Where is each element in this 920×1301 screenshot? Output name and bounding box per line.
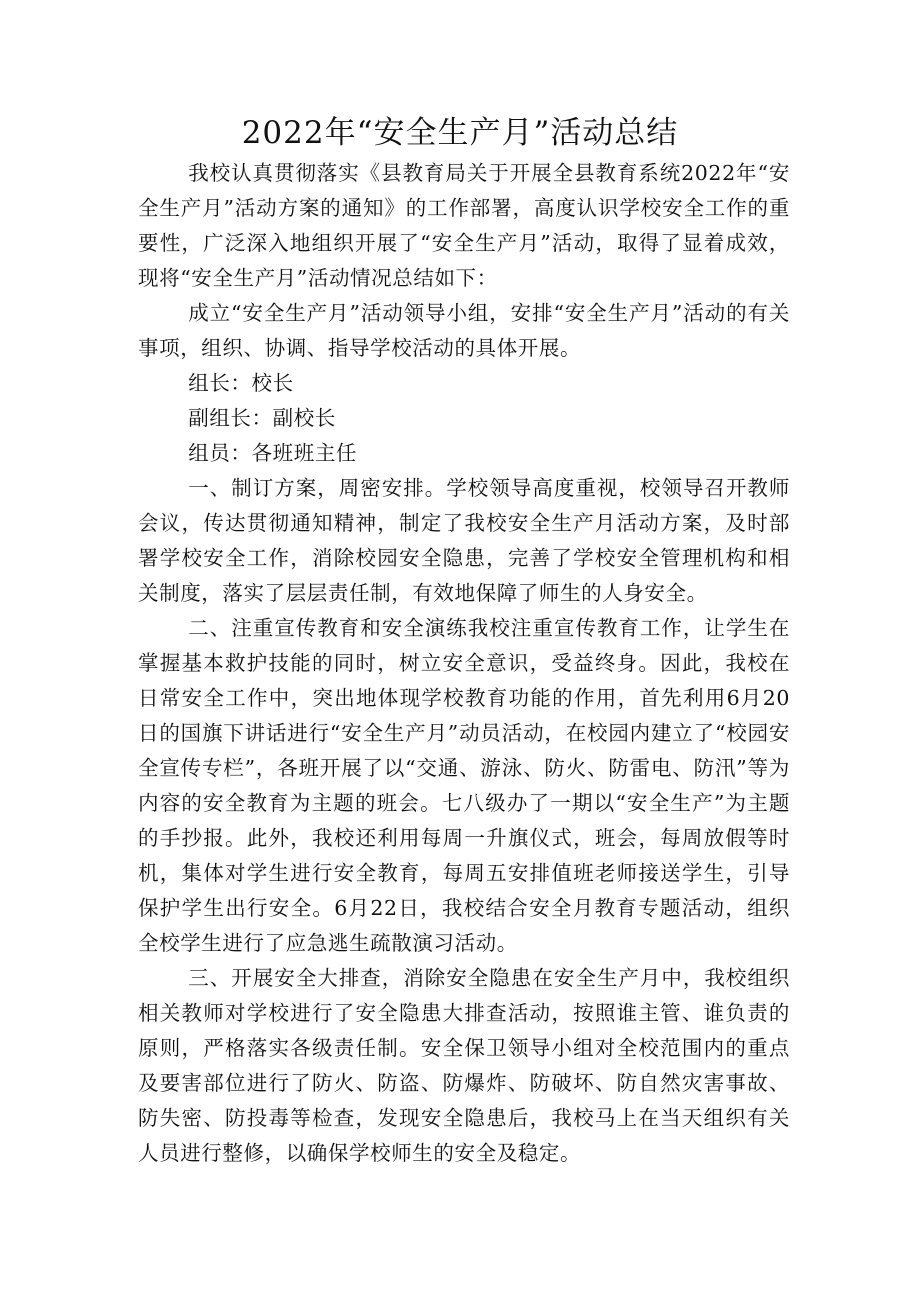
document-body xyxy=(138,156,790,1171)
group-leader-line: 组长：校长 xyxy=(188,371,294,395)
section-two-paragraph: 二、注重宣传教育和安全演练我校注重宣传教育工作，让学生在掌握基本救护技能的同时，树立安全意识，受益终身。因此，我校在日常安全工作中，突出地体现学校教育功能的作用，首先利用6月20日的国旗下讲话进行“安全生产月”动员活动，在校园内建立了“校园安全宣传专栏”，各班开展了以“交通、游泳、防火、防雷电、防汛”等为内容的安全教育为主题的班会。七八级办了一期以“安全生产”为主题的手抄报。此外，我校还利用每周一升旗仪式，班会，每周放假等时机，集体对学生进行安全教育，每周五安排值班老师接送学生，引导保护学生出行安全。6月22日，我校结合安全月教育专题活动，组织全校学生进行了应急逃生疏散演习活动。 xyxy=(138,616,790,955)
leadership-group-paragraph: 成立“安全生产月”活动领导小组，安排“安全生产月”活动的有关事项，组织、协调、指导学校活动的具体开展。 xyxy=(138,301,790,360)
document-title: 2022年“安全生产月”活动总结 xyxy=(241,115,679,151)
deputy-leader-line: 副组长：副校长 xyxy=(188,406,336,430)
intro-paragraph: 我校认真贯彻落实《县教育局关于开展全县教育系统2022年“安全生产月”活动方案的通知》的工作部署，高度认识学校安全工作的重要性，广泛深入地组织开展了“安全生产月”活动，取得了显着成效，现将“安全生产月”活动情况总结如下： xyxy=(138,161,790,290)
section-one-paragraph: 一、制订方案，周密安排。学校领导高度重视，校领导召开教师会议，传达贯彻通知精神，制定了我校安全生产月活动方案，及时部署学校安全工作，消除校园安全隐患，完善了学校安全管理机构和相关制度，落实了层层责任制，有效地保障了师生的人身安全。 xyxy=(138,476,790,605)
group-members-line: 组员：各班班主任 xyxy=(188,441,358,465)
section-three-paragraph: 三、开展安全大排查，消除安全隐患在安全生产月中，我校组织相关教师对学校进行了安全隐患大排查活动，按照谁主管、谁负责的原则，严格落实各级责任制。安全保卫领导小组对全校范围内的重点及要害部位进行了防火、防盗、防爆炸、防破坏、防自然灾害事故、防失密、防投毒等检查，发现安全隐患后，我校马上在当天组织有关人员进行整修，以确保学校师生的安全及稳定。 xyxy=(138,966,790,1165)
